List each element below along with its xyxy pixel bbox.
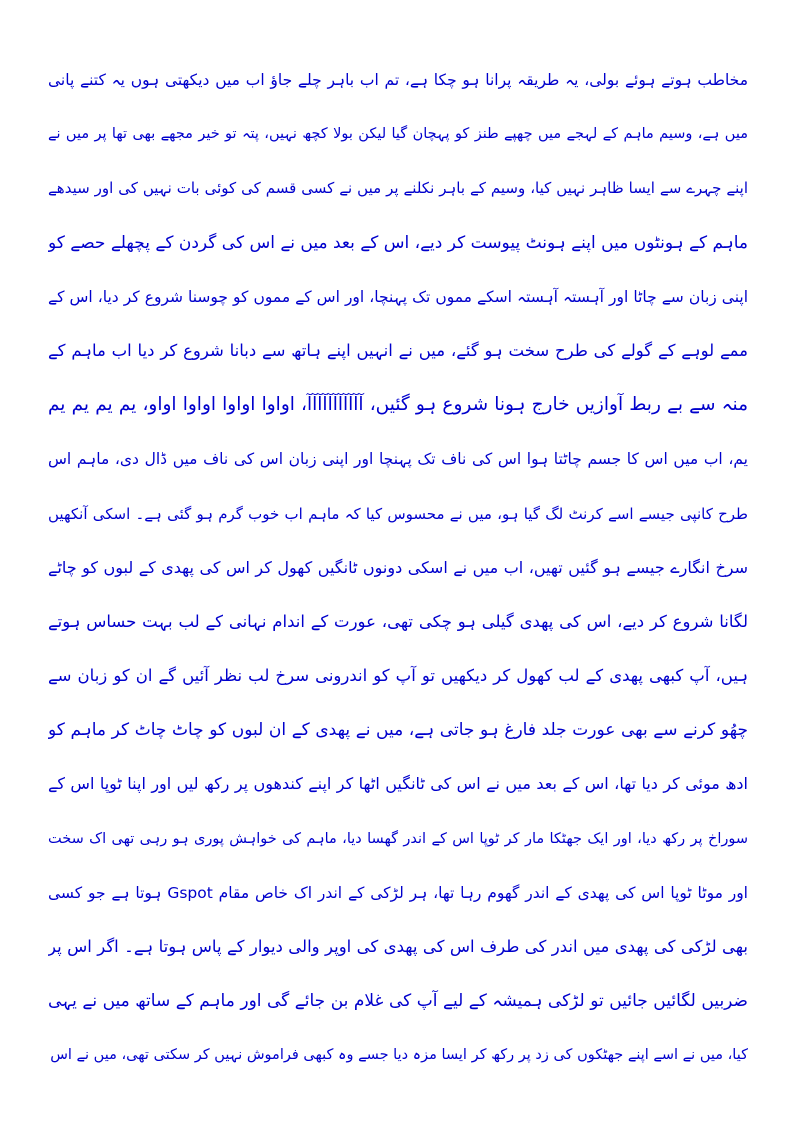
- text-line: بھی لڑکی کی پھدی میں اندر کی طرف اس کی پھدی کی اوپر والی دیوار کے پاس ہوتا ہے۔ اگر اس پر: [48, 937, 748, 956]
- text-line: طرح کانپی جیسے اسے کرنٹ لگ گیا ہو، میں نے محسوس کیا کہ ماہم اب خوب گرم ہو گئی ہے۔ اسکی آنکھیں: [48, 504, 748, 523]
- text-line: اپنے چہرے سے ایسا ظاہر نہیں کیا، وسیم کے باہر نکلنے پر میں نے کسی قسم کی کوئی بات نہیں کی اور سیدھے: [48, 179, 748, 198]
- text-line: اور موٹا ٹوپا اس کی پھدی کے اندر گھوم رہا تھا، ہر لڑکی کے اندر اک خاص مقام Gspot ہوتا ہے جو کسی: [48, 883, 748, 902]
- text-line: چھُو کرنے سے بھی عورت جلد فارغ ہو جاتی ہے، میں نے پھدی کے ان لبوں کو چاٹ چاٹ کر ماہم کو: [48, 720, 748, 741]
- text-line: ممے لوہے کے گولے کی طرح سخت ہو گئے، میں نے انہیں اپنے ہاتھ سے دبانا شروع کر دیا اب ماہم کے: [48, 340, 748, 360]
- text-line: ماہم کے ہونٹوں میں اپنے ہونٹ پیوست کر دیے، اس کے بعد میں نے اس کی گردن کے پچھلے حصے کو: [48, 232, 748, 253]
- text-line: سرخ انگارے جیسے ہو گئیں تھیں، اب میں نے اسکی دونوں ٹانگیں کھول کر اس کی پھدی کے لبوں کو چاٹے: [48, 557, 748, 577]
- text-line: سوراخ پر رکھ دیا، اور ایک جھٹکا مار کر ٹوپا اس کے اندر گھسا دیا، ماہم کی خواہش پوری ہو رہی تھی اک سخت: [48, 830, 748, 847]
- text-line: لگانا شروع کر دیے، اس کی پھدی گیلی ہو چکی تھی، عورت کے اندام نہانی کے لب بہت حساس ہوتے: [48, 611, 748, 631]
- text-line: کیا، میں نے اسے اپنے جھٹکوں کی زد پر رکھ کر ایسا مزہ دیا جسے وہ کبھی فراموش نہیں کر سکتی تھی، میں نے اس: [50, 1047, 748, 1064]
- text-line: اپنی زبان سے چاٹا اور آہستہ آہستہ اسکے مموں تک پہنچا، اور اس کے مموں کو چوسنا شروع کر دیا، اس کے: [48, 287, 748, 306]
- text-line: ہیں، آپ کبھی پھدی کے لب کھول کر دیکھیں تو آپ کو اندرونی سرخ لب نظر آئیں گے ان کو زبان سے: [48, 666, 748, 686]
- text-line: منہ سے بے ربط آوازیں خارج ہونا شروع ہو گئیں، آآآآآآآآآآآ، اواوا اواوا اواوا اواو، یم یم یم یم: [48, 394, 748, 416]
- urdu-text-block: [48, 60, 748, 1090]
- text-line: ضربیں لگائیں جائیں تو لڑکی ہمیشہ کے لیے آپ کی غلام بن جائے گی اور ماہم کے ساتھ میں نے یہی: [48, 991, 748, 1012]
- text-line: میں ہے، وسیم ماہم کے لہجے میں چھپے طنز کو پہچان گیا لیکن بولا کچھ نہیں، پتہ تو خیر مجھے بھی تھا پر میں نے: [48, 126, 748, 143]
- text-line: مخاطب ہوتے ہوئے بولی، یہ طریقہ پرانا ہو چکا ہے، تم اب باہر چلے جاؤ اب میں دیکھتی ہوں یہ کتنے پانی: [48, 71, 748, 89]
- text-line: یم، اب میں اس کا جسم چاٹتا ہوا اس کی ناف تک پہنچا اور اپنی زبان اس کی ناف میں ڈال دی، ماہم اس: [48, 450, 748, 469]
- text-line: ادھ موئی کر دیا تھا، اس کے بعد میں نے اس کی ٹانگیں اٹھا کر اپنے کندھوں پر رکھ لیں اور اپنا ٹوپا اس کے: [48, 774, 748, 794]
